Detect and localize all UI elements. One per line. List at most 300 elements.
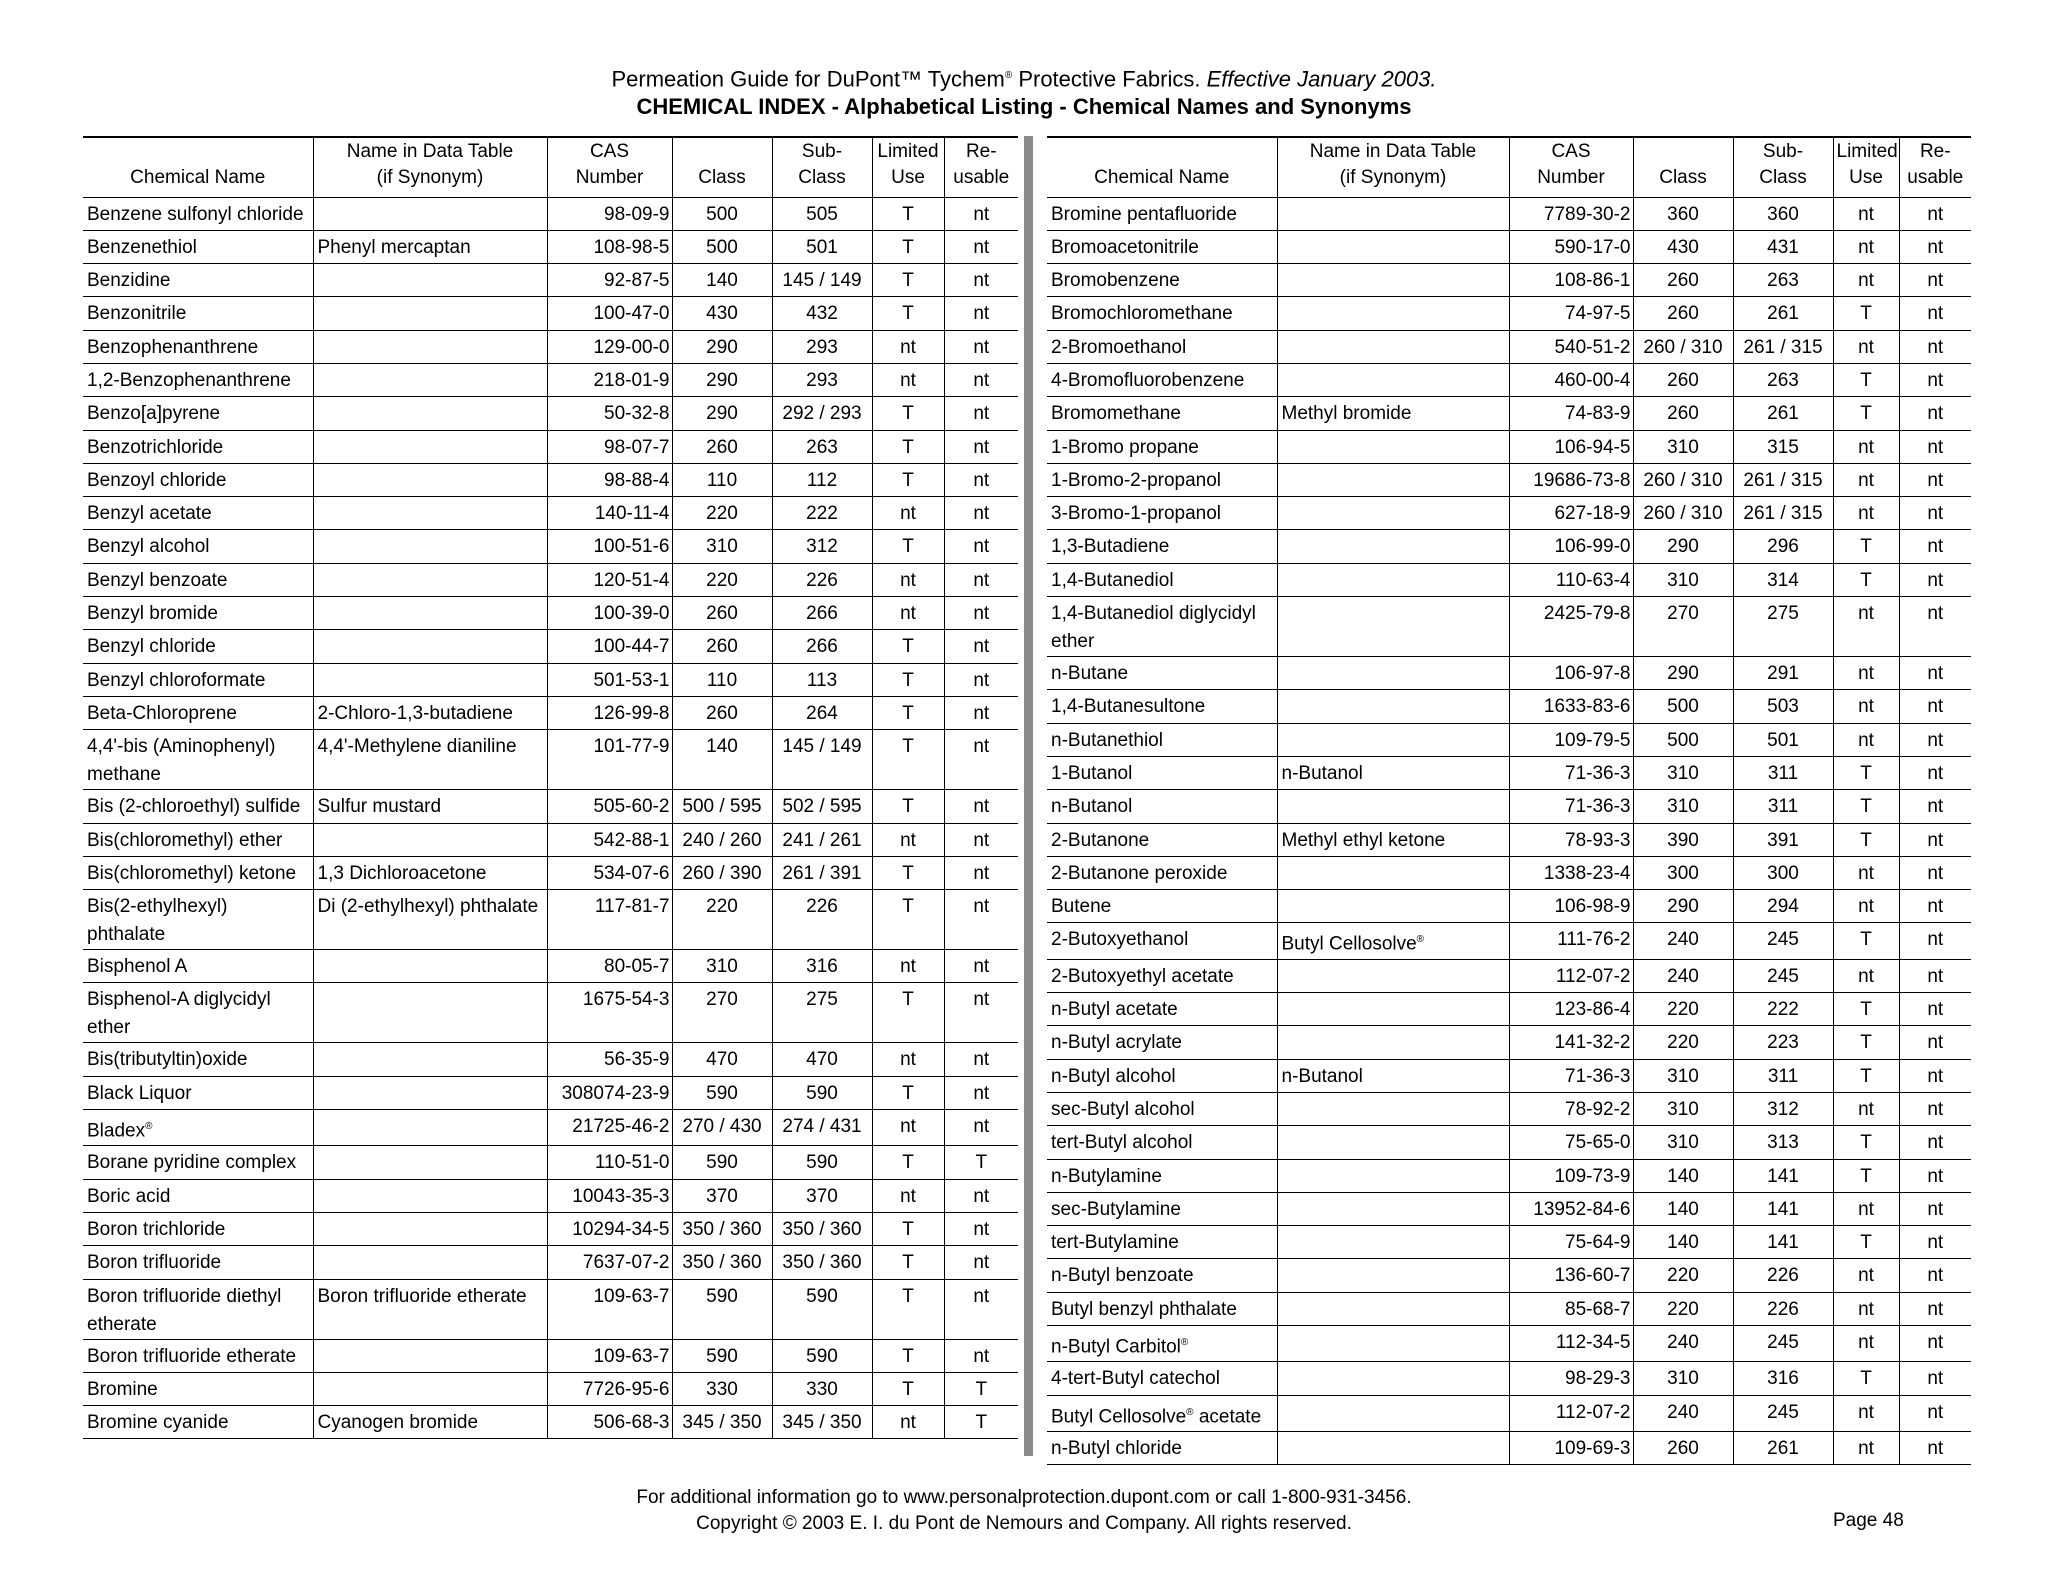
cell-sub-class: 312 (772, 530, 872, 563)
page-number: Page 48 (1833, 1510, 1904, 1531)
cell-reusable: nt (1899, 790, 1971, 823)
cell-class: 310 (1633, 790, 1733, 823)
cell-sub-class: 590 (772, 1146, 872, 1179)
cell-reusable: nt (944, 1043, 1018, 1076)
cell-sub-class: 316 (772, 950, 872, 983)
cell-class: 590 (672, 1076, 772, 1109)
cell-sub-class: 311 (1733, 756, 1833, 789)
table-row (1047, 1192, 1971, 1225)
cell-class: 220 (1633, 1259, 1733, 1292)
cell-sub-class: 300 (1733, 856, 1833, 889)
cell-synonym (313, 297, 547, 330)
table-row (83, 1372, 1018, 1405)
cell-chemical-name: Bisphenol-A diglycidyl ether (83, 983, 313, 1043)
cell-chemical-name: Beta-Chloroprene (83, 696, 313, 729)
cell-reusable: nt (1899, 1362, 1971, 1395)
cell-class: 310 (1633, 430, 1733, 463)
cell-synonym: Phenyl mercaptan (313, 230, 547, 263)
cell-reusable: nt (1899, 597, 1971, 657)
cell-sub-class: 266 (772, 597, 872, 630)
cell-cas-number: 109-63-7 (547, 1339, 672, 1372)
cell-cas-number: 109-73-9 (1509, 1159, 1633, 1192)
table-row (1047, 197, 1971, 230)
cell-class: 310 (1633, 756, 1733, 789)
cell-limited-use: nt (872, 330, 944, 363)
cell-reusable: nt (1899, 197, 1971, 230)
cell-chemical-name: 1-Bromo-2-propanol (1047, 463, 1277, 496)
cell-cas-number: 71-36-3 (1509, 790, 1633, 823)
cell-sub-class: 294 (1733, 890, 1833, 923)
cell-chemical-name: Benzyl alcohol (83, 530, 313, 563)
column-header-reusable: Re- usable (1899, 137, 1971, 197)
cell-class: 270 / 430 (672, 1110, 772, 1146)
cell-sub-class: 264 (772, 696, 872, 729)
cell-sub-class: 261 / 315 (1733, 497, 1833, 530)
table-row (1047, 1395, 1971, 1431)
cell-class: 260 (672, 597, 772, 630)
cell-synonym (313, 663, 547, 696)
cell-reusable: nt (1899, 1192, 1971, 1225)
cell-synonym (1277, 597, 1509, 657)
cell-reusable: nt (1899, 330, 1971, 363)
cell-class: 500 (1633, 723, 1733, 756)
table-row (83, 197, 1018, 230)
cell-limited-use: T (1833, 1159, 1899, 1192)
cell-class: 310 (1633, 1362, 1733, 1395)
cell-reusable: nt (944, 330, 1018, 363)
cell-sub-class: 226 (772, 890, 872, 950)
cell-reusable: nt (944, 264, 1018, 297)
cell-synonym (1277, 297, 1509, 330)
cell-chemical-name: Benzyl acetate (83, 497, 313, 530)
cell-chemical-name: Benzotrichloride (83, 430, 313, 463)
cell-cas-number: 112-07-2 (1509, 1395, 1633, 1431)
cell-chemical-name: n-Butanol (1047, 790, 1277, 823)
cell-cas-number: 106-97-8 (1509, 657, 1633, 690)
cell-sub-class: 275 (772, 983, 872, 1043)
cell-chemical-name: Bromine (83, 1372, 313, 1405)
cell-synonym (313, 430, 547, 463)
table-row (1047, 597, 1971, 657)
cell-limited-use: nt (872, 1179, 944, 1212)
cell-reusable: nt (944, 856, 1018, 889)
cell-class: 300 (1633, 856, 1733, 889)
cell-reusable: nt (1899, 756, 1971, 789)
cell-class: 500 (1633, 690, 1733, 723)
table-row (83, 950, 1018, 983)
cell-chemical-name: Boron trifluoride (83, 1246, 313, 1279)
cell-chemical-name: 1-Bromo propane (1047, 430, 1277, 463)
table-row (1047, 790, 1971, 823)
cell-synonym (1277, 1292, 1509, 1325)
cell-chemical-name: 2-Butoxyethyl acetate (1047, 959, 1277, 992)
cell-chemical-name: 4,4'-bis (Aminophenyl) methane (83, 730, 313, 790)
cell-reusable: nt (1899, 1159, 1971, 1192)
cell-reusable: nt (1899, 923, 1971, 959)
cell-chemical-name: Benzophenanthrene (83, 330, 313, 363)
cell-class: 590 (672, 1279, 772, 1339)
cell-limited-use: T (1833, 1126, 1899, 1159)
cell-chemical-name: Borane pyridine complex (83, 1146, 313, 1179)
table-row (1047, 890, 1971, 923)
cell-class: 360 (1633, 197, 1733, 230)
cell-sub-class: 245 (1733, 923, 1833, 959)
cell-cas-number: 534-07-6 (547, 856, 672, 889)
table-row (83, 823, 1018, 856)
cell-synonym (1277, 1326, 1509, 1362)
cell-cas-number: 78-92-2 (1509, 1092, 1633, 1125)
cell-synonym (313, 397, 547, 430)
cell-cas-number: 100-44-7 (547, 630, 672, 663)
cell-reusable: nt (1899, 723, 1971, 756)
cell-sub-class: 261 / 391 (772, 856, 872, 889)
cell-chemical-name: n-Butylamine (1047, 1159, 1277, 1192)
table-row (1047, 530, 1971, 563)
cell-limited-use: T (872, 530, 944, 563)
cell-limited-use: nt (872, 1043, 944, 1076)
table-body (1047, 197, 1971, 1465)
table-body (83, 197, 1018, 1439)
cell-sub-class: 311 (1733, 790, 1833, 823)
cell-sub-class: 274 / 431 (772, 1110, 872, 1146)
cell-chemical-name: sec-Butyl alcohol (1047, 1092, 1277, 1125)
cell-sub-class: 293 (772, 363, 872, 396)
cell-limited-use: T (1833, 563, 1899, 596)
table-row (83, 264, 1018, 297)
cell-class: 240 (1633, 1326, 1733, 1362)
cell-synonym (1277, 993, 1509, 1026)
column-header-cas-number: CAS Number (1509, 137, 1633, 197)
cell-synonym (1277, 1126, 1509, 1159)
cell-reusable: nt (1899, 890, 1971, 923)
cell-sub-class: 145 / 149 (772, 264, 872, 297)
cell-chemical-name: n-Butanethiol (1047, 723, 1277, 756)
cell-reusable: nt (944, 430, 1018, 463)
cell-cas-number: 308074-23-9 (547, 1076, 672, 1109)
cell-chemical-name: Benzidine (83, 264, 313, 297)
cell-reusable: nt (1899, 1059, 1971, 1092)
cell-cas-number: 106-98-9 (1509, 890, 1633, 923)
cell-reusable: nt (1899, 1395, 1971, 1431)
cell-class: 350 / 360 (672, 1246, 772, 1279)
cell-sub-class: 431 (1733, 230, 1833, 263)
cell-chemical-name: Benzyl chloride (83, 630, 313, 663)
cell-sub-class: 590 (772, 1279, 872, 1339)
cell-limited-use: T (872, 1339, 944, 1372)
cell-chemical-name: n-Butyl benzoate (1047, 1259, 1277, 1292)
table-row (83, 530, 1018, 563)
cell-class: 240 / 260 (672, 823, 772, 856)
cell-sub-class: 330 (772, 1372, 872, 1405)
cell-chemical-name: Boron trifluoride etherate (83, 1339, 313, 1372)
cell-cas-number: 101-77-9 (547, 730, 672, 790)
cell-chemical-name: Benzene sulfonyl chloride (83, 197, 313, 230)
table-row (1047, 297, 1971, 330)
cell-cas-number: 126-99-8 (547, 696, 672, 729)
cell-synonym (313, 1179, 547, 1212)
table-row (83, 1146, 1018, 1179)
column-header-sub-class: Sub- Class (772, 137, 872, 197)
table-row (83, 1110, 1018, 1146)
cell-class: 260 (1633, 363, 1733, 396)
cell-chemical-name: Bladex® (83, 1110, 313, 1146)
cell-reusable: nt (944, 1179, 1018, 1212)
cell-class: 290 (672, 363, 772, 396)
cell-cas-number: 10043-35-3 (547, 1179, 672, 1212)
cell-sub-class: 370 (772, 1179, 872, 1212)
cell-limited-use: nt (1833, 1326, 1899, 1362)
cell-synonym (1277, 363, 1509, 396)
cell-synonym (1277, 1026, 1509, 1059)
cell-synonym (1277, 430, 1509, 463)
cell-limited-use: nt (1833, 463, 1899, 496)
cell-reusable: nt (1899, 264, 1971, 297)
cell-synonym (1277, 563, 1509, 596)
cell-reusable: nt (1899, 230, 1971, 263)
table-row (1047, 756, 1971, 789)
cell-class: 500 (672, 230, 772, 263)
cell-chemical-name: Bis(2-ethylhexyl) phthalate (83, 890, 313, 950)
cell-reusable: nt (1899, 297, 1971, 330)
cell-chemical-name: Bromochloromethane (1047, 297, 1277, 330)
cell-class: 590 (672, 1146, 772, 1179)
table-row (1047, 1026, 1971, 1059)
cell-synonym (313, 563, 547, 596)
cell-reusable: nt (944, 197, 1018, 230)
cell-chemical-name: 4-Bromofluorobenzene (1047, 363, 1277, 396)
table-row (1047, 1159, 1971, 1192)
cell-chemical-name: n-Butyl Carbitol® (1047, 1326, 1277, 1362)
page-title: Permeation Guide for DuPont™ Tychem® Protective Fabrics. Effective January 2003. (611, 66, 1437, 92)
cell-synonym (313, 497, 547, 530)
cell-limited-use: T (1833, 756, 1899, 789)
cell-limited-use: nt (1833, 1259, 1899, 1292)
cell-cas-number: 92-87-5 (547, 264, 672, 297)
cell-sub-class: 141 (1733, 1226, 1833, 1259)
cell-cas-number: 19686-73-8 (1509, 463, 1633, 496)
cell-synonym (1277, 890, 1509, 923)
table-row (83, 563, 1018, 596)
cell-sub-class: 263 (772, 430, 872, 463)
cell-chemical-name: Benzyl chloroformate (83, 663, 313, 696)
cell-synonym (1277, 264, 1509, 297)
table-header-row (1047, 137, 1971, 197)
cell-cas-number: 108-86-1 (1509, 264, 1633, 297)
cell-reusable: nt (1899, 1226, 1971, 1259)
cell-cas-number: 501-53-1 (547, 663, 672, 696)
cell-class: 240 (1633, 923, 1733, 959)
cell-limited-use: T (872, 297, 944, 330)
cell-reusable: nt (1899, 1126, 1971, 1159)
table-row (83, 1076, 1018, 1109)
cell-chemical-name: 1,3-Butadiene (1047, 530, 1277, 563)
cell-chemical-name: tert-Butyl alcohol (1047, 1126, 1277, 1159)
cell-synonym (1277, 723, 1509, 756)
cell-chemical-name: Benzo[a]pyrene (83, 397, 313, 430)
cell-chemical-name: Benzoyl chloride (83, 463, 313, 496)
cell-sub-class: 313 (1733, 1126, 1833, 1159)
cell-class: 140 (672, 264, 772, 297)
cell-synonym (1277, 1159, 1509, 1192)
column-header-reusable: Re- usable (944, 137, 1018, 197)
cell-synonym (1277, 1192, 1509, 1225)
cell-limited-use: nt (1833, 330, 1899, 363)
cell-sub-class: 226 (1733, 1259, 1833, 1292)
cell-cas-number: 123-86-4 (1509, 993, 1633, 1026)
cell-synonym: n-Butanol (1277, 1059, 1509, 1092)
table-row (83, 730, 1018, 790)
cell-synonym (1277, 1092, 1509, 1125)
cell-cas-number: 2425-79-8 (1509, 597, 1633, 657)
cell-cas-number: 98-09-9 (547, 197, 672, 230)
cell-sub-class: 590 (772, 1076, 872, 1109)
cell-class: 260 (1633, 397, 1733, 430)
cell-reusable: nt (1899, 823, 1971, 856)
table-row (1047, 397, 1971, 430)
cell-class: 270 (1633, 597, 1733, 657)
cell-cas-number: 129-00-0 (547, 330, 672, 363)
cell-reusable: nt (1899, 497, 1971, 530)
cell-limited-use: nt (1833, 430, 1899, 463)
cell-sub-class: 245 (1733, 1395, 1833, 1431)
cell-synonym (1277, 1226, 1509, 1259)
cell-sub-class: 263 (1733, 363, 1833, 396)
cell-limited-use: T (872, 983, 944, 1043)
column-header-chemical-name: Chemical Name (83, 137, 313, 197)
cell-class: 260 (672, 630, 772, 663)
cell-cas-number: 78-93-3 (1509, 823, 1633, 856)
cell-class: 500 / 595 (672, 790, 772, 823)
cell-synonym (313, 630, 547, 663)
cell-cas-number: 56-35-9 (547, 1043, 672, 1076)
cell-class: 350 / 360 (672, 1212, 772, 1245)
table-row (1047, 723, 1971, 756)
column-header-cas-number: CAS Number (547, 137, 672, 197)
cell-class: 590 (672, 1339, 772, 1372)
cell-sub-class: 316 (1733, 1362, 1833, 1395)
cell-synonym (1277, 497, 1509, 530)
cell-synonym (313, 597, 547, 630)
cell-chemical-name: Black Liquor (83, 1076, 313, 1109)
cell-chemical-name: 3-Bromo-1-propanol (1047, 497, 1277, 530)
cell-cas-number: 100-39-0 (547, 597, 672, 630)
cell-class: 310 (672, 530, 772, 563)
cell-synonym (1277, 197, 1509, 230)
cell-class: 290 (672, 330, 772, 363)
column-header-class: Class (1633, 137, 1733, 197)
cell-limited-use: nt (1833, 1292, 1899, 1325)
table-row (83, 1212, 1018, 1245)
table-row (83, 430, 1018, 463)
cell-synonym (313, 463, 547, 496)
cell-sub-class: 293 (772, 330, 872, 363)
column-separator (1024, 136, 1033, 1456)
cell-limited-use: T (872, 1076, 944, 1109)
cell-reusable: nt (944, 790, 1018, 823)
cell-sub-class: 314 (1733, 563, 1833, 596)
page-footer (0, 1485, 2048, 1537)
cell-sub-class: 261 / 315 (1733, 330, 1833, 363)
cell-reusable: nt (944, 230, 1018, 263)
cell-sub-class: 113 (772, 663, 872, 696)
cell-synonym (1277, 330, 1509, 363)
cell-class: 140 (1633, 1192, 1733, 1225)
cell-cas-number: 71-36-3 (1509, 756, 1633, 789)
cell-chemical-name: Bromoacetonitrile (1047, 230, 1277, 263)
column-header-limited-use: Limited Use (1833, 137, 1899, 197)
cell-chemical-name: n-Butane (1047, 657, 1277, 690)
table-row (83, 1179, 1018, 1212)
table-row (83, 363, 1018, 396)
cell-class: 240 (1633, 1395, 1733, 1431)
cell-cas-number: 110-51-0 (547, 1146, 672, 1179)
cell-limited-use: nt (872, 823, 944, 856)
cell-limited-use: T (1833, 297, 1899, 330)
cell-synonym (313, 1146, 547, 1179)
cell-chemical-name: Bromine cyanide (83, 1406, 313, 1439)
cell-chemical-name: Benzyl bromide (83, 597, 313, 630)
cell-class: 220 (1633, 993, 1733, 1026)
cell-reusable: T (944, 1146, 1018, 1179)
cell-sub-class: 315 (1733, 430, 1833, 463)
cell-synonym (313, 363, 547, 396)
cell-sub-class: 350 / 360 (772, 1212, 872, 1245)
cell-limited-use: nt (1833, 723, 1899, 756)
cell-cas-number: 590-17-0 (1509, 230, 1633, 263)
cell-limited-use: nt (1833, 890, 1899, 923)
cell-reusable: nt (1899, 1326, 1971, 1362)
cell-class: 310 (1633, 1126, 1733, 1159)
cell-chemical-name: 2-Butanone peroxide (1047, 856, 1277, 889)
cell-cas-number: 112-07-2 (1509, 959, 1633, 992)
cell-sub-class: 263 (1733, 264, 1833, 297)
cell-sub-class: 432 (772, 297, 872, 330)
table-row (83, 1339, 1018, 1372)
cell-sub-class: 590 (772, 1339, 872, 1372)
cell-reusable: nt (944, 297, 1018, 330)
cell-reusable: nt (1899, 690, 1971, 723)
cell-reusable: nt (944, 1076, 1018, 1109)
table-row (1047, 993, 1971, 1026)
cell-limited-use: nt (1833, 1395, 1899, 1431)
cell-limited-use: T (872, 1372, 944, 1405)
cell-sub-class: 226 (772, 563, 872, 596)
cell-sub-class: 261 (1733, 397, 1833, 430)
column-header-sub-class: Sub- Class (1733, 137, 1833, 197)
cell-cas-number: 112-34-5 (1509, 1326, 1633, 1362)
cell-sub-class: 350 / 360 (772, 1246, 872, 1279)
cell-cas-number: 505-60-2 (547, 790, 672, 823)
cell-class: 345 / 350 (672, 1406, 772, 1439)
cell-sub-class: 223 (1733, 1026, 1833, 1059)
cell-cas-number: 111-76-2 (1509, 923, 1633, 959)
table-row (83, 330, 1018, 363)
cell-class: 220 (672, 563, 772, 596)
cell-chemical-name: Boron trifluoride diethyl etherate (83, 1279, 313, 1339)
cell-limited-use: T (872, 1246, 944, 1279)
cell-class: 260 / 310 (1633, 330, 1733, 363)
cell-cas-number: 98-88-4 (547, 463, 672, 496)
cell-synonym (1277, 856, 1509, 889)
table-row (83, 1279, 1018, 1339)
cell-limited-use: T (1833, 363, 1899, 396)
cell-limited-use: nt (1833, 497, 1899, 530)
cell-chemical-name: 2-Bromoethanol (1047, 330, 1277, 363)
cell-chemical-name: Benzenethiol (83, 230, 313, 263)
cell-class: 290 (672, 397, 772, 430)
cell-limited-use: T (872, 1212, 944, 1245)
column-header-limited-use: Limited Use (872, 137, 944, 197)
